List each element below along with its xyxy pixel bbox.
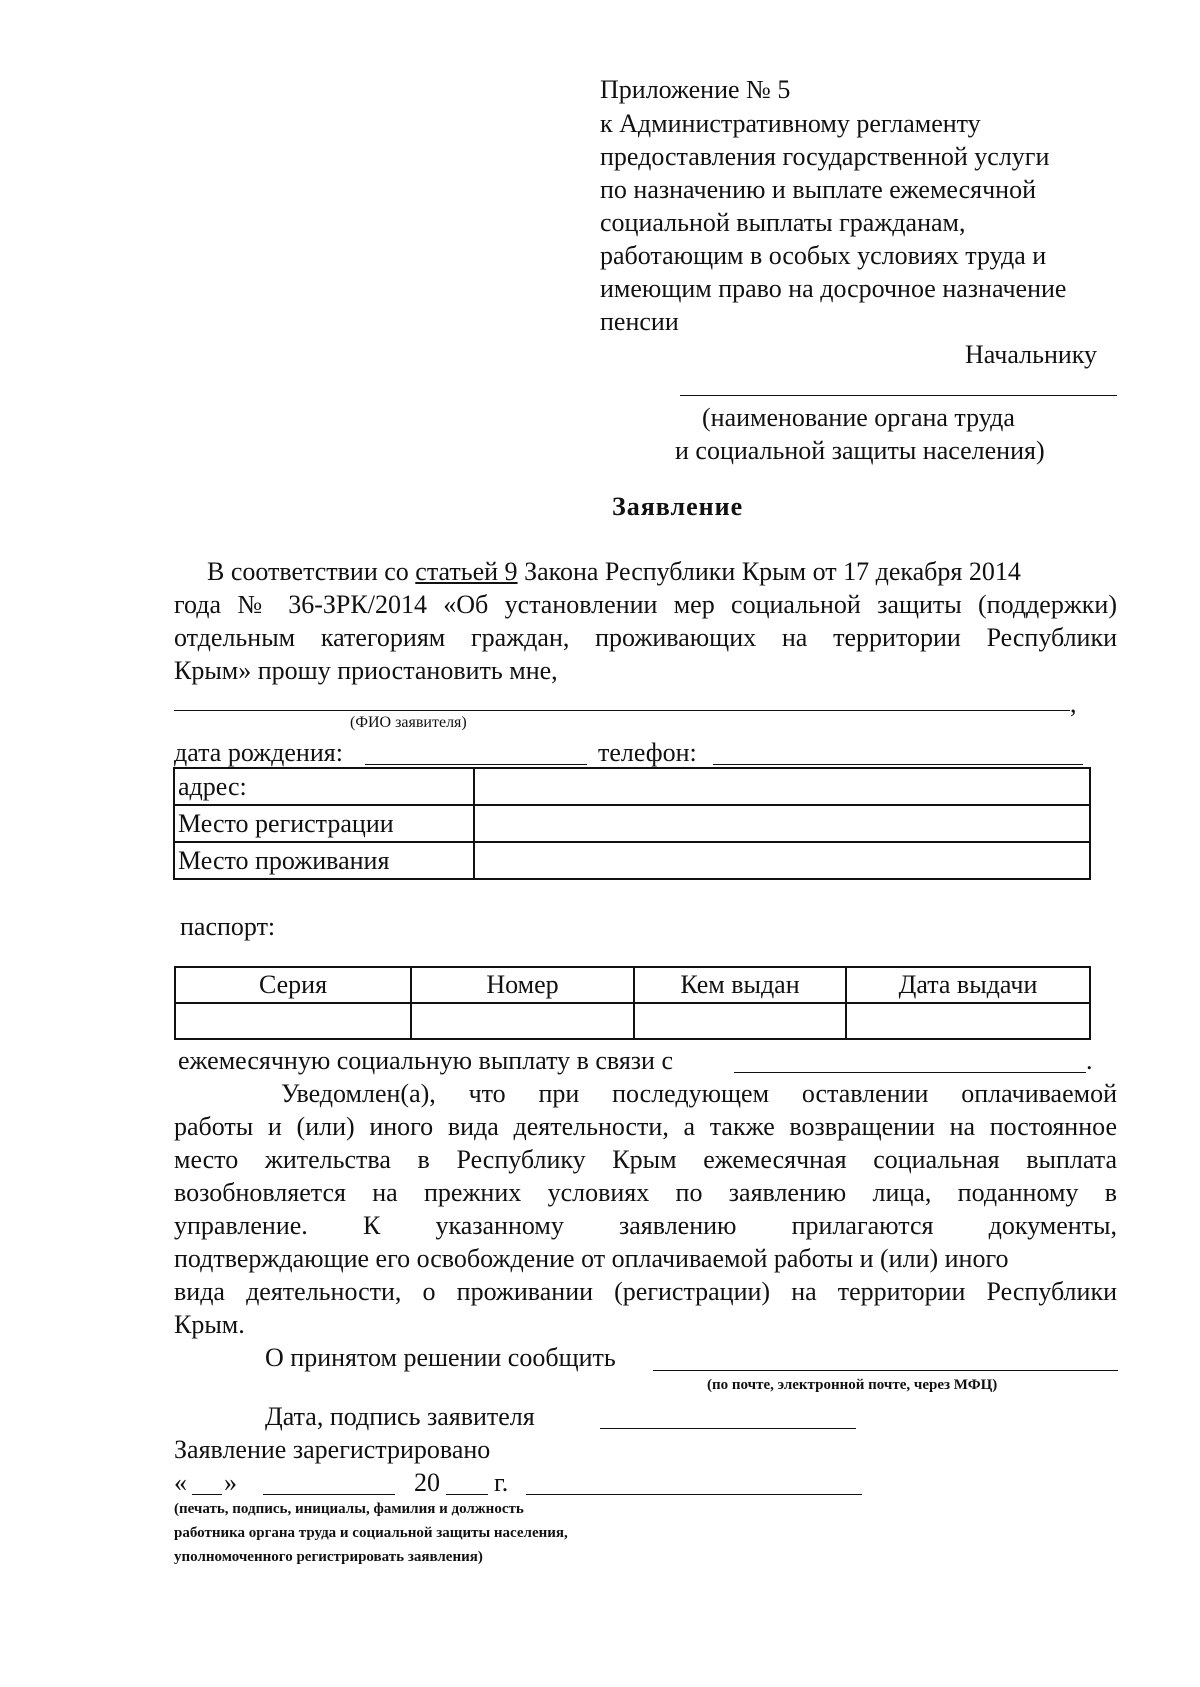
appendix-line: социальной выплаты гражданам, bbox=[600, 208, 966, 237]
appendix-line: имеющим право на досрочное назначение bbox=[600, 274, 1067, 303]
notice-line: вида деятельности, о проживании (регистрации) на территории Республики bbox=[174, 1277, 1117, 1306]
registrar-caption: (печать, подпись, инициалы, фамилия и должность bbox=[174, 1501, 524, 1517]
table-row bbox=[175, 967, 1090, 1003]
passport-header-series: Серия bbox=[175, 967, 411, 1003]
fio-comma: , bbox=[1070, 689, 1077, 718]
appendix-line: по назначению и выплате ежемесячной bbox=[600, 175, 1036, 204]
address-value-cell[interactable] bbox=[474, 768, 1090, 805]
decision-caption: (по почте, электронной почте, через МФЦ) bbox=[707, 1377, 998, 1393]
notice-line: возобновляется на прежних условиях по заявлению лица, поданному в bbox=[174, 1178, 1117, 1207]
year-prefix: 20 bbox=[414, 1468, 440, 1497]
fio-caption: (ФИО заявителя) bbox=[350, 714, 467, 731]
table-row bbox=[174, 842, 1090, 879]
intro-line: Крым» прошу приостановить мне, bbox=[174, 656, 558, 685]
passport-issuer-cell[interactable] bbox=[634, 1003, 846, 1039]
table-row bbox=[175, 1003, 1090, 1039]
registrar-caption: уполномоченного регистрировать заявления) bbox=[174, 1549, 483, 1565]
notice-line: Крым. bbox=[174, 1310, 245, 1339]
signature-blank[interactable] bbox=[600, 1428, 856, 1429]
birth-date-label: дата рождения: bbox=[174, 738, 343, 767]
passport-label: паспорт: bbox=[180, 912, 276, 941]
signature-label: Дата, подпись заявителя bbox=[265, 1402, 535, 1431]
intro-line: отдельным категориям граждан, проживающих на территории Республики bbox=[174, 623, 1117, 652]
notice-line: работы и (или) иного вида деятельности, а также возвращении на постоянное bbox=[174, 1112, 1117, 1141]
date-open-quote: « bbox=[174, 1468, 187, 1497]
appendix-line: пенсии bbox=[600, 307, 679, 336]
phone-label: телефон: bbox=[598, 738, 697, 767]
notice-line: подтверждающие его освобождение от оплачиваемой работы и (или) иного bbox=[174, 1244, 1009, 1273]
intro-text: Закона Республики Крым от 17 декабря 2014 bbox=[517, 557, 1021, 586]
date-close-quote: » bbox=[224, 1468, 237, 1497]
addressee-caption: и социальной защиты населения) bbox=[675, 436, 1045, 465]
registration-value-cell[interactable] bbox=[474, 805, 1090, 842]
birth-date-blank[interactable] bbox=[365, 764, 587, 765]
passport-series-cell[interactable] bbox=[175, 1003, 411, 1039]
intro-line bbox=[207, 556, 1021, 588]
passport-table bbox=[174, 966, 1091, 1040]
registered-label: Заявление зарегистрировано bbox=[174, 1435, 491, 1464]
residence-label: Место проживания bbox=[174, 842, 474, 879]
notice-line: Уведомлен(а), что при последующем оставлении оплачиваемой bbox=[281, 1079, 1117, 1108]
intro-line: года № 36-ЗРК/2014 «Об установлении мер социальной защиты (поддержки) bbox=[174, 590, 1117, 619]
appendix-line: работающим в особых условиях труда и bbox=[600, 241, 1047, 270]
passport-issue-date-cell[interactable] bbox=[846, 1003, 1090, 1039]
passport-header-issuer: Кем выдан bbox=[634, 967, 846, 1003]
addressee-blank-line[interactable] bbox=[680, 395, 1117, 396]
passport-number-cell[interactable] bbox=[411, 1003, 634, 1039]
payment-reason-blank[interactable] bbox=[734, 1072, 1086, 1073]
appendix-title: Приложение № 5 bbox=[600, 75, 791, 104]
fio-blank-line[interactable] bbox=[174, 710, 1070, 711]
notice-line: управление. К указанному заявлению прилагаются документы, bbox=[174, 1211, 1117, 1240]
appendix-line: предоставления государственной услуги bbox=[600, 142, 1050, 171]
address-label: адрес: bbox=[174, 768, 474, 805]
addressee-to: Начальнику bbox=[965, 340, 1098, 369]
registrar-caption: работника органа труда и социальной защиты населения, bbox=[174, 1525, 568, 1541]
month-blank[interactable] bbox=[263, 1494, 395, 1495]
year-suffix: г. bbox=[494, 1468, 509, 1497]
law-article-link[interactable]: статьей 9 bbox=[415, 557, 518, 586]
decision-method-blank[interactable] bbox=[653, 1370, 1118, 1371]
addressee-caption: (наименование органа труда bbox=[702, 403, 1015, 432]
intro-text: В соответствии со bbox=[207, 557, 416, 586]
year-blank[interactable] bbox=[446, 1494, 488, 1495]
phone-blank[interactable] bbox=[713, 764, 1083, 765]
residence-value-cell[interactable] bbox=[474, 842, 1090, 879]
passport-header-number: Номер bbox=[411, 967, 634, 1003]
registration-label: Место регистрации bbox=[174, 805, 474, 842]
document-heading: Заявление bbox=[612, 492, 744, 521]
notice-line: место жительства в Республику Крым ежемесячная социальная выплата bbox=[174, 1145, 1117, 1174]
payment-reason-period: . bbox=[1086, 1046, 1093, 1075]
appendix-line: к Административному регламенту bbox=[600, 109, 981, 138]
table-row bbox=[174, 768, 1090, 805]
registrar-signature-blank[interactable] bbox=[526, 1494, 862, 1495]
day-blank[interactable] bbox=[192, 1494, 222, 1495]
decision-label: О принятом решении сообщить bbox=[265, 1343, 616, 1372]
payment-reason-label: ежемесячную социальную выплату в связи с bbox=[178, 1046, 674, 1075]
passport-header-issue-date: Дата выдачи bbox=[846, 967, 1090, 1003]
address-table bbox=[173, 767, 1091, 880]
table-row bbox=[174, 805, 1090, 842]
